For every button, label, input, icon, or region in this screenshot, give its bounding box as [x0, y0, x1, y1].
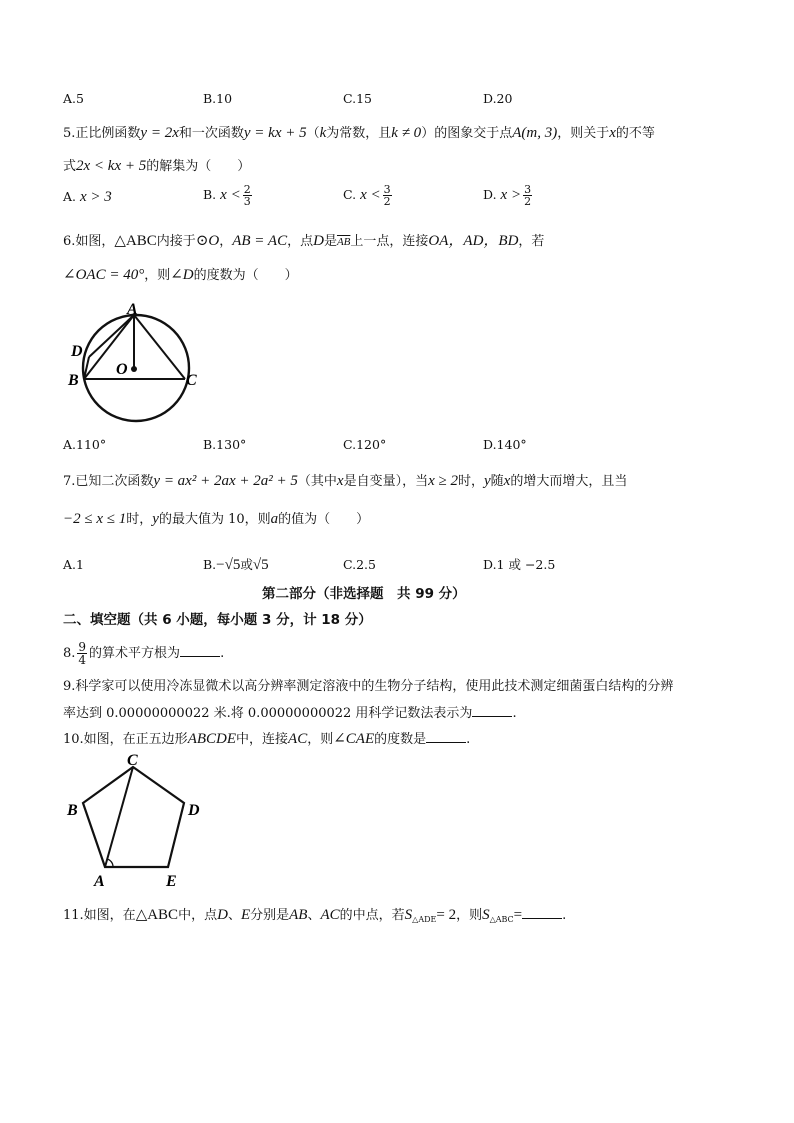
q4-option-c: C.15	[343, 91, 372, 106]
label-c: C	[186, 372, 197, 389]
label-a: A	[127, 301, 138, 318]
q6-option-d: D.140°	[483, 437, 527, 452]
segment-ac	[134, 315, 185, 379]
segment-ac	[105, 767, 133, 867]
q6-option-c: C.120°	[343, 437, 387, 452]
q4-option-a: A.5	[63, 91, 84, 106]
label-c: C	[127, 752, 138, 769]
q9-line1: 9.科学家可以使用冷冻显微术以高分辨率测定溶液中的生物分子结构，使用此技术测定细菌蛋白结构的分辨	[63, 679, 674, 694]
label-d: D	[188, 802, 200, 819]
pentagon-abcde	[83, 767, 184, 867]
section2-title: 二、填空题（共 6 小题，每小题 3 分，计 18 分）	[63, 612, 372, 628]
q10-answer-blank[interactable]	[426, 730, 466, 743]
q8-answer-blank[interactable]	[180, 644, 220, 657]
q9-answer-blank[interactable]	[472, 704, 512, 717]
q5-option-b: B. x < $\frac{2}{3}$	[203, 183, 251, 208]
q5-option-a: A. x > 3	[63, 189, 112, 205]
q5-option-c: C. x < $\frac{3}{2}$	[343, 183, 391, 208]
label-b: B	[67, 802, 78, 819]
part2-title: 第二部分（非选择题 共 99 分）	[262, 586, 466, 602]
q10-pentagon-figure	[62, 750, 212, 894]
q9-line2: 率达到 0.00000000022 米.将 0.00000000022 用科学记数法表示为 .	[63, 706, 517, 721]
label-d: D	[71, 343, 83, 360]
q10-line: 10.如图，在正五边形ABCDE中，连接AC，则∠CAE的度数是 .	[63, 731, 471, 747]
label-a: A	[94, 873, 105, 890]
q11-line: 11.如图，在△ABC中，点D、E分别是AB、AC的中点，若$S_{\triangle ADE}= 2$，则$S_{\triangle ABC}=$ .	[63, 907, 567, 924]
q4-option-d: D.20	[483, 91, 513, 106]
q8-line: 8. $\frac{9}{4}$ 的算术平方根为 .	[63, 640, 225, 667]
q6-option-b: B.130°	[203, 437, 247, 452]
label-o: O	[116, 361, 128, 378]
q6-line1: 6.如图，△ABC内接于⊙O，AB = AC，点D是$\overline{AB}$上一点，连接OA，AD，BD，若	[63, 233, 545, 249]
label-b: B	[68, 372, 79, 389]
q7-line1: 7.已知二次函数y = ax² + 2ax + 2a² + 5（其中x是自变量），当x ≥ 2时，y随x的增大而增大，且当	[63, 473, 628, 489]
q5-line2: 式2x < kx + 5的解集为（ ）	[63, 158, 251, 174]
q6-line2: ∠OAC = 40°，则∠D的度数为（ ）	[63, 267, 298, 283]
q7-option-d: D.1 或 −2.5	[483, 557, 556, 572]
label-e: E	[166, 873, 177, 890]
q5-line1: 5.正比例函数y = 2x和一次函数y = kx + 5（k为常数，且k ≠ 0）的图象交于点A(m, 3)，则关于x的不等	[63, 125, 655, 141]
q5-option-d: D. x > $\frac{3}{2}$	[483, 183, 532, 208]
q6-circle-figure	[62, 300, 212, 426]
q4-option-b: B.10	[203, 91, 233, 106]
q7-line2: −2 ≤ x ≤ 1时，y的最大值为 10，则a的值为（ ）	[63, 511, 370, 527]
q6-option-a: A.110°	[63, 437, 107, 452]
q7-option-b: B.−√5或√5	[203, 557, 269, 573]
q7-option-a: A.1	[63, 557, 84, 572]
q7-option-c: C.2.5	[343, 557, 376, 572]
q11-answer-blank[interactable]	[522, 906, 562, 919]
center-dot	[131, 366, 137, 372]
